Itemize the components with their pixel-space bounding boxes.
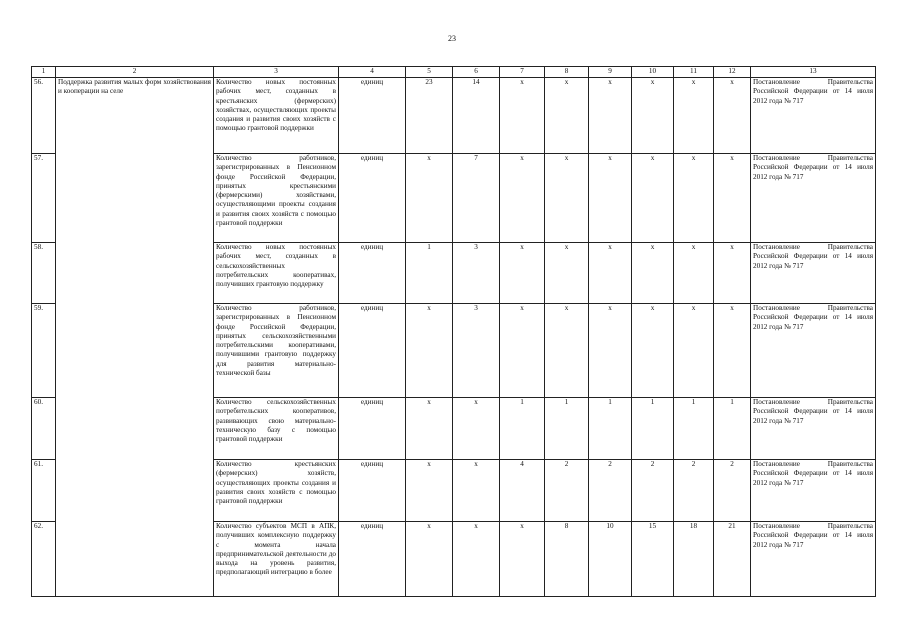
table-row — [32, 78, 876, 154]
column-number: 13 — [751, 67, 876, 78]
value-cell: х — [545, 154, 589, 243]
source-document: Постановление Правительства Российской Федерации от 14 июля 2012 года № 717 — [751, 398, 876, 460]
value-cell: х — [406, 398, 453, 460]
indicator-name: Количество крестьянских (фермерских) хозяйств, осуществляющих проекты создания и развития своих хозяйств с помощью грантовой поддержки — [214, 460, 339, 522]
row-number: 60. — [32, 398, 56, 460]
value-cell: х — [674, 243, 714, 304]
row-number: 56. — [32, 78, 56, 154]
page-number: 23 — [448, 34, 456, 43]
column-number: 6 — [453, 67, 500, 78]
value-cell: 1 — [714, 398, 751, 460]
column-number: 5 — [406, 67, 453, 78]
source-document: Постановление Правительства Российской Федерации от 14 июля 2012 года № 717 — [751, 304, 876, 398]
indicator-name: Количество субъектов МСП в АПК, получивших комплексную поддержку с момента начала предпринимательской деятельности до выхода на уровень развития, предполагающий интеграцию в более — [214, 522, 339, 597]
indicator-name: Количество работников, зарегистрированных в Пенсионном фонде Российской Федерации, принятых сельскохозяйственными потребительскими кооперативами, получившими грантовую поддержку для развития материально-технической базы — [214, 304, 339, 398]
value-cell: 1 — [674, 398, 714, 460]
value-cell: 2 — [714, 460, 751, 522]
row-number: 58. — [32, 243, 56, 304]
column-number: 7 — [500, 67, 545, 78]
value-cell: х — [632, 154, 674, 243]
unit: единиц — [339, 78, 406, 154]
indicator-name: Количество работников, зарегистрированных в Пенсионном фонде Российской Федерации, принятых крестьянскими (фермерскими) хозяйствами, осуществляющими проекты создания и развития своих хозяйств с помощью грантовой поддержки — [214, 154, 339, 243]
indicator-name: Количество сельскохозяйственных потребительских кооперативов, развивающих свою материально-техническую базу с помощью грантовой поддержки — [214, 398, 339, 460]
value-cell: х — [714, 243, 751, 304]
column-number-row — [32, 67, 876, 78]
value-cell: 8 — [545, 522, 589, 597]
unit: единиц — [339, 398, 406, 460]
value-cell: х — [500, 304, 545, 398]
value-cell: х — [674, 304, 714, 398]
column-number: 2 — [56, 67, 214, 78]
source-document: Постановление Правительства Российской Федерации от 14 июля 2012 года № 717 — [751, 460, 876, 522]
value-cell: х — [406, 460, 453, 522]
value-cell: х — [714, 78, 751, 154]
value-cell: х — [589, 243, 632, 304]
value-cell: х — [545, 78, 589, 154]
row-number: 59. — [32, 304, 56, 398]
indicator-name: Количество новых постоянных рабочих мест, созданных в крестьянских (фермерских) хозяйствах, осуществляющих проекты создания и развития своих хозяйств с помощью грантовой поддержки — [214, 78, 339, 154]
value-cell: х — [500, 78, 545, 154]
indicator-name: Количество новых постоянных рабочих мест, созданных в сельскохозяйственных потребительских кооперативах, получивших грантовую поддержку — [214, 243, 339, 304]
source-document: Постановление Правительства Российской Федерации от 14 июля 2012 года № 717 — [751, 522, 876, 597]
value-cell: х — [453, 522, 500, 597]
column-number: 9 — [589, 67, 632, 78]
row-number: 62. — [32, 522, 56, 597]
value-cell: х — [500, 154, 545, 243]
value-cell: 2 — [632, 460, 674, 522]
unit: единиц — [339, 243, 406, 304]
column-number: 10 — [632, 67, 674, 78]
unit: единиц — [339, 304, 406, 398]
source-document: Постановление Правительства Российской Федерации от 14 июля 2012 года № 717 — [751, 78, 876, 154]
row-number: 57. — [32, 154, 56, 243]
value-cell: х — [453, 398, 500, 460]
value-cell: х — [453, 460, 500, 522]
value-cell: 3 — [453, 243, 500, 304]
value-cell: 1 — [500, 398, 545, 460]
value-cell: 7 — [453, 154, 500, 243]
unit: единиц — [339, 522, 406, 597]
value-cell: х — [714, 154, 751, 243]
value-cell: х — [674, 154, 714, 243]
value-cell: х — [589, 304, 632, 398]
value-cell: х — [632, 78, 674, 154]
value-cell: х — [674, 78, 714, 154]
value-cell: 14 — [453, 78, 500, 154]
value-cell: х — [589, 154, 632, 243]
value-cell: х — [500, 243, 545, 304]
source-document: Постановление Правительства Российской Федерации от 14 июля 2012 года № 717 — [751, 243, 876, 304]
value-cell: 21 — [714, 522, 751, 597]
row-number: 61. — [32, 460, 56, 522]
source-document: Постановление Правительства Российской Федерации от 14 июля 2012 года № 717 — [751, 154, 876, 243]
value-cell: 4 — [500, 460, 545, 522]
value-cell: 1 — [589, 398, 632, 460]
value-cell: х — [406, 304, 453, 398]
column-number: 12 — [714, 67, 751, 78]
column-number: 3 — [214, 67, 339, 78]
value-cell: 15 — [632, 522, 674, 597]
value-cell: х — [545, 304, 589, 398]
value-cell: х — [714, 304, 751, 398]
indicators-table — [31, 66, 876, 597]
unit: единиц — [339, 154, 406, 243]
unit: единиц — [339, 460, 406, 522]
program-name: Поддержка развития малых форм хозяйствования и кооперации на селе — [56, 78, 214, 597]
value-cell: 1 — [545, 398, 589, 460]
value-cell: 3 — [453, 304, 500, 398]
column-number: 11 — [674, 67, 714, 78]
value-cell: х — [500, 522, 545, 597]
value-cell: 1 — [406, 243, 453, 304]
value-cell: х — [406, 154, 453, 243]
value-cell: х — [589, 78, 632, 154]
value-cell: 10 — [589, 522, 632, 597]
value-cell: 2 — [589, 460, 632, 522]
column-number: 8 — [545, 67, 589, 78]
value-cell: 2 — [545, 460, 589, 522]
value-cell: 23 — [406, 78, 453, 154]
value-cell: х — [632, 243, 674, 304]
value-cell: х — [545, 243, 589, 304]
value-cell: 2 — [674, 460, 714, 522]
value-cell: 18 — [674, 522, 714, 597]
column-number: 1 — [32, 67, 56, 78]
value-cell: х — [406, 522, 453, 597]
column-number: 4 — [339, 67, 406, 78]
value-cell: х — [632, 304, 674, 398]
value-cell: 1 — [632, 398, 674, 460]
